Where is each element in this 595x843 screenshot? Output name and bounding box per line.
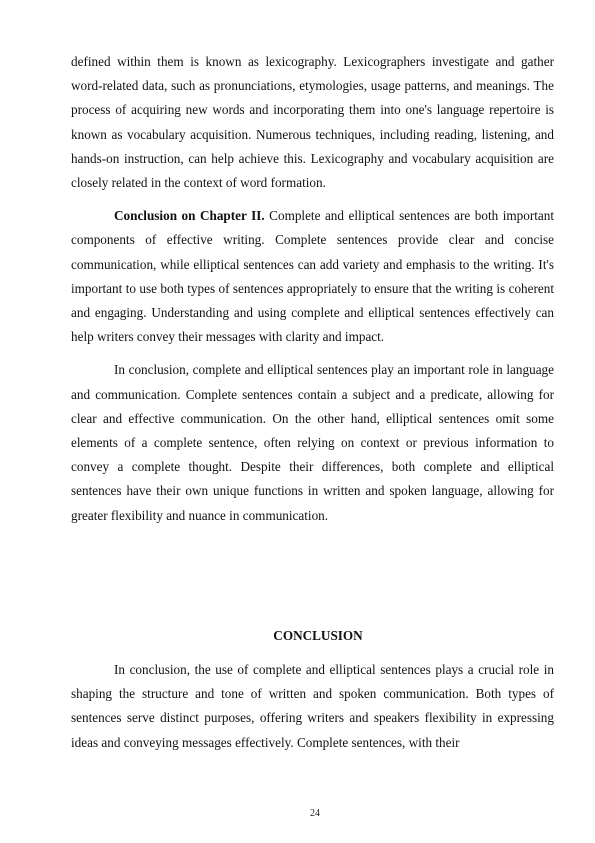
document-body [71,50,554,528]
paragraph-lexicography: defined within them is known as lexicography. Lexicographers investigate and gather word-related data, such as pronunciations, etymologies, usage patterns, and meanings. The process of acquiring new words and incorporating them into one's language repertoire is known as vocabulary acquisition. Numerous techniques, including reading, listening, and hands-on instruction, can help achieve this. Lexicography and vocabulary acquisition are closely related in the context of word formation. [71,54,554,191]
paragraph-conclusion-text: In conclusion, the use of complete and elliptical sentences plays a crucial role in shaping the structure and tone of written and spoken communication. Both types of sentences serve distinct purposes, offering writers and speakers flexibility in expressing ideas and conveying messages effectively. Complete sentences, with their [71,662,554,750]
paragraph-chapter-ii-conclusion [71,204,554,349]
section-heading-conclusion: CONCLUSION [273,628,363,643]
page-number: 24 [310,808,320,819]
chapter-ii-conclusion-lead: Conclusion on Chapter II. [114,208,265,224]
paragraph-in-conclusion: In conclusion, complete and elliptical sentences play an important role in language and communication. Complete sentences contain a subject and a predicate, allowing for clear and effective communication. On the other hand, elliptical sentences omit some elements of a complete sentence, often relying on context or previous information to convey a complete thought. Despite their differences, both complete and elliptical sentences have their own unique functions in written and spoken language, allowing for greater flexibility and nuance in communication. [71,362,554,523]
conclusion-section [71,658,554,755]
chapter-ii-conclusion-text: Complete and elliptical sentences are both important components of effective writing. Complete sentences provide clear and concise communication, while elliptical sentences can add variety and emphasis to the writing. It's important to use both types of sentences appropriately to ensure that the writing is coherent and engaging. Understanding and using complete and elliptical sentences effectively can help writers convey their messages with clarity and impact. [71,208,554,345]
